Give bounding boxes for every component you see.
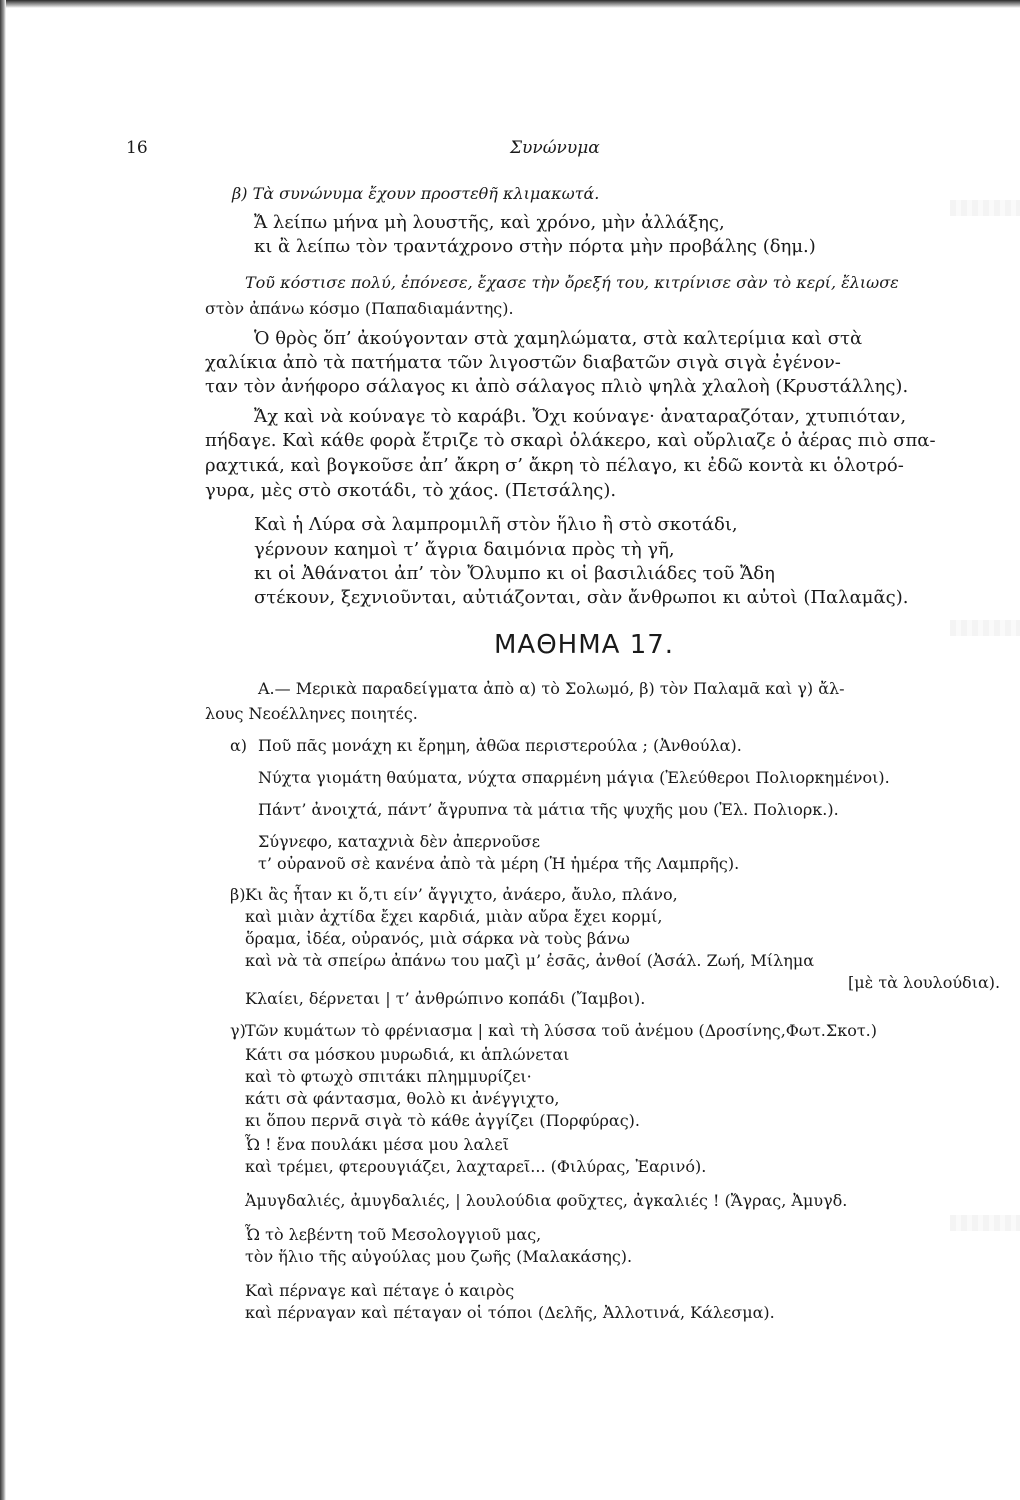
text-line: γυρα, μὲς στὸ σκοτάδι, τὸ χάος. (Πετσάλης). xyxy=(205,480,617,501)
show-through-text xyxy=(950,1215,1020,1231)
page-number: 16 xyxy=(126,138,148,158)
item-label-alpha: α) xyxy=(230,736,248,755)
lesson-intro-line: λους Νεοέλληνες ποιητές. xyxy=(205,704,418,723)
verse-line: Ποῦ πᾶς μονάχη κι ἔρημη, ἀθῶα περιστερούλα ; (Ἀνθούλα). xyxy=(258,736,742,755)
verse-line-continuation: [μὲ τὰ λουλούδια). xyxy=(848,973,1001,992)
text-line: Ἄ λείπω μήνα μὴ λουστῆς, καὶ χρόνο, μὴν ἀλλάξης, xyxy=(254,212,725,233)
verse-line: καὶ πέρναγαν καὶ πέταγαν οἱ τόποι (Δελῆς, Ἀλλοτινά, Κάλεσμα). xyxy=(245,1303,775,1322)
verse-line: κάτι σὰ φάντασμα, θολὸ κι ἀνέγγιχτο, xyxy=(245,1089,560,1108)
poem-line: Καὶ ἡ Λύρα σὰ λαμπρομιλῆ στὸν ἥλιο ἢ στὸ σκοτάδι, xyxy=(254,514,738,535)
text-line: πήδαγε. Καὶ κάθε φορὰ ἔτριζε τὸ σκαρὶ ὁλάκερο, καὶ οὔρλιαζε ὁ ἀέρας πιὸ σπα- xyxy=(205,430,936,451)
verse-line: Πάντ’ ἀνοιχτά, πάντ’ ἄγρυπνα τὰ μάτια τῆς ψυχῆς μου (Ἐλ. Πολιορκ.). xyxy=(258,800,839,819)
verse-line: τ’ οὐρανοῦ σὲ κανένα ἀπὸ τὰ μέρη (Ἡ ἡμέρα τῆς Λαμπρῆς). xyxy=(258,854,740,873)
text-line: στὸν ἀπάνω κόσμο (Παπαδιαμάντης). xyxy=(205,299,514,318)
verse-line: τὸν ἥλιο τῆς αὐγούλας μου ζωῆς (Μαλακάσης). xyxy=(245,1247,633,1266)
verse-line: Κλαίει, δέρνεται | τ’ ἀνθρώπινο κοπάδι (Ἴαμβοι). xyxy=(245,989,646,1008)
text-line: Ἄχ καὶ νὰ κούναγε τὸ καράβι. Ὄχι κούναγε· ἀναταραζόταν, χτυπιόταν, xyxy=(254,406,907,427)
verse-line: Ὦ ! ἕνα πουλάκι μέσα μου λαλεῖ xyxy=(245,1135,509,1154)
verse-line: Ἀμυγδαλιές, ἀμυγδαλιές, | λουλούδια φοῦχτες, ἀγκαλιές ! (Ἄγρας, Ἀμυγδ. xyxy=(245,1191,848,1210)
verse-line: ὅραμα, ἰδέα, οὐρανός, μιὰ σάρκα νὰ τοὺς βάνω xyxy=(245,929,630,948)
verse-line: κι ὅπου περνᾶ σιγὰ τὸ κάθε ἀγγίζει (Πορφύρας). xyxy=(245,1111,640,1130)
poem-line: γέρνουν καημοὶ τ’ ἄγρια δαιμόνια πρὸς τὴ γῆ, xyxy=(254,539,675,560)
section-heading: β) Τὰ συνώνυμα ἔχουν προστεθῆ κλιμακωτά. xyxy=(232,184,600,203)
verse-line: Τῶν κυμάτων τὸ φρένιασμα | καὶ τὴ λύσσα τοῦ ἀνέμου (Δροσίνης,Φωτ.Σκοτ.) xyxy=(245,1021,877,1040)
text-line: Τοῦ κόστισε πολύ, ἐπόνεσε, ἔχασε τὴν ὄρεξή του, κιτρίνισε σὰν τὸ κερί, ἔλιωσε xyxy=(245,273,899,292)
verse-line: καὶ νὰ τὰ σπείρω ἀπάνω του μαζὶ μ’ ἐσᾶς, ἀνθοί (Ἀσάλ. Ζωή, Μίλημα xyxy=(245,951,815,970)
item-label-gamma: γ) xyxy=(230,1021,246,1040)
text-line: Ὁ θρὸς ὅπ’ ἀκούγονταν στὰ χαμηλώματα, στὰ καλτερίμια καὶ στὰ xyxy=(254,328,863,349)
verse-line: Σύγνεφο, καταχνιὰ δὲν ἀπερνοῦσε xyxy=(258,832,541,851)
verse-line: Ὦ τὸ λεβέντη τοῦ Μεσολογγιοῦ μας, xyxy=(245,1225,542,1244)
page-top-edge xyxy=(0,0,1020,8)
verse-line: Καὶ πέρναγε καὶ πέταγε ὁ καιρὸς xyxy=(245,1281,515,1300)
verse-line: καὶ μιὰν ἀχτίδα ἔχει καρδιά, μιὰν αὔρα ἔχει κορμί, xyxy=(245,907,663,926)
text-line: χαλίκια ἀπὸ τὰ πατήματα τῶν λιγοστῶν διαβατῶν σιγὰ σιγὰ ἐγένον- xyxy=(205,352,841,373)
poem-line: κι οἱ Ἀθάνατοι ἀπ’ τὸν Ὄλυμπο κι οἱ βασιλιάδες τοῦ Ἄδη xyxy=(254,563,775,584)
item-label-beta: β) xyxy=(230,885,246,904)
show-through-text xyxy=(950,200,1020,216)
show-through-text xyxy=(950,620,1020,636)
verse-line: καὶ τρέμει, φτερουγιάζει, λαχταρεῖ... (Φιλύρας, Ἐαρινό). xyxy=(245,1157,707,1176)
lesson-intro-line: Α.— Μερικὰ παραδείγματα ἀπὸ α) τὸ Σολωμό, β) τὸν Παλαμᾶ καὶ γ) ἄλ- xyxy=(258,679,845,698)
text-line: κι ἂ λείπω τὸν τραντάχρονο στὴν πόρτα μὴν προβάλης (δημ.) xyxy=(254,236,816,257)
verse-line: Νύχτα γιομάτη θαύματα, νύχτα σπαρμένη μάγια (Ἐλεύθεροι Πολιορκημένοι). xyxy=(258,768,890,787)
running-title: Συνώνυμα xyxy=(510,138,600,158)
lesson-title: ΜΑΘΗΜΑ 17. xyxy=(494,630,675,660)
page-left-edge xyxy=(0,0,6,1500)
text-line: ταν τὸν ἀνήφορο σάλαγος κι ἀπὸ σάλαγος πλιὸ ψηλὰ χλαλοὴ (Κρυστάλλης). xyxy=(205,376,909,397)
verse-line: Κάτι σα μόσκου μυρωδιά, κι ἁπλώνεται xyxy=(245,1045,570,1064)
verse-line: Κι ἂς ἦταν κι ὅ,τι είν’ ἄγγιχτο, ἀνάερο, ἄυλο, πλάνο, xyxy=(245,885,678,904)
text-line: ραχτικά, καὶ βογκοῦσε ἀπ’ ἄκρη σ’ ἄκρη τὸ πέλαγο, κι ἐδῶ κοντὰ κι ὁλοτρό- xyxy=(205,455,904,476)
verse-line: καὶ τὸ φτωχὸ σπιτάκι πλημμυρίζει· xyxy=(245,1067,532,1086)
poem-line: στέκουν, ξεχνιοῦνται, αὐτιάζονται, σὰν ἄνθρωποι κι αὐτοὶ (Παλαμᾶς). xyxy=(254,587,909,608)
